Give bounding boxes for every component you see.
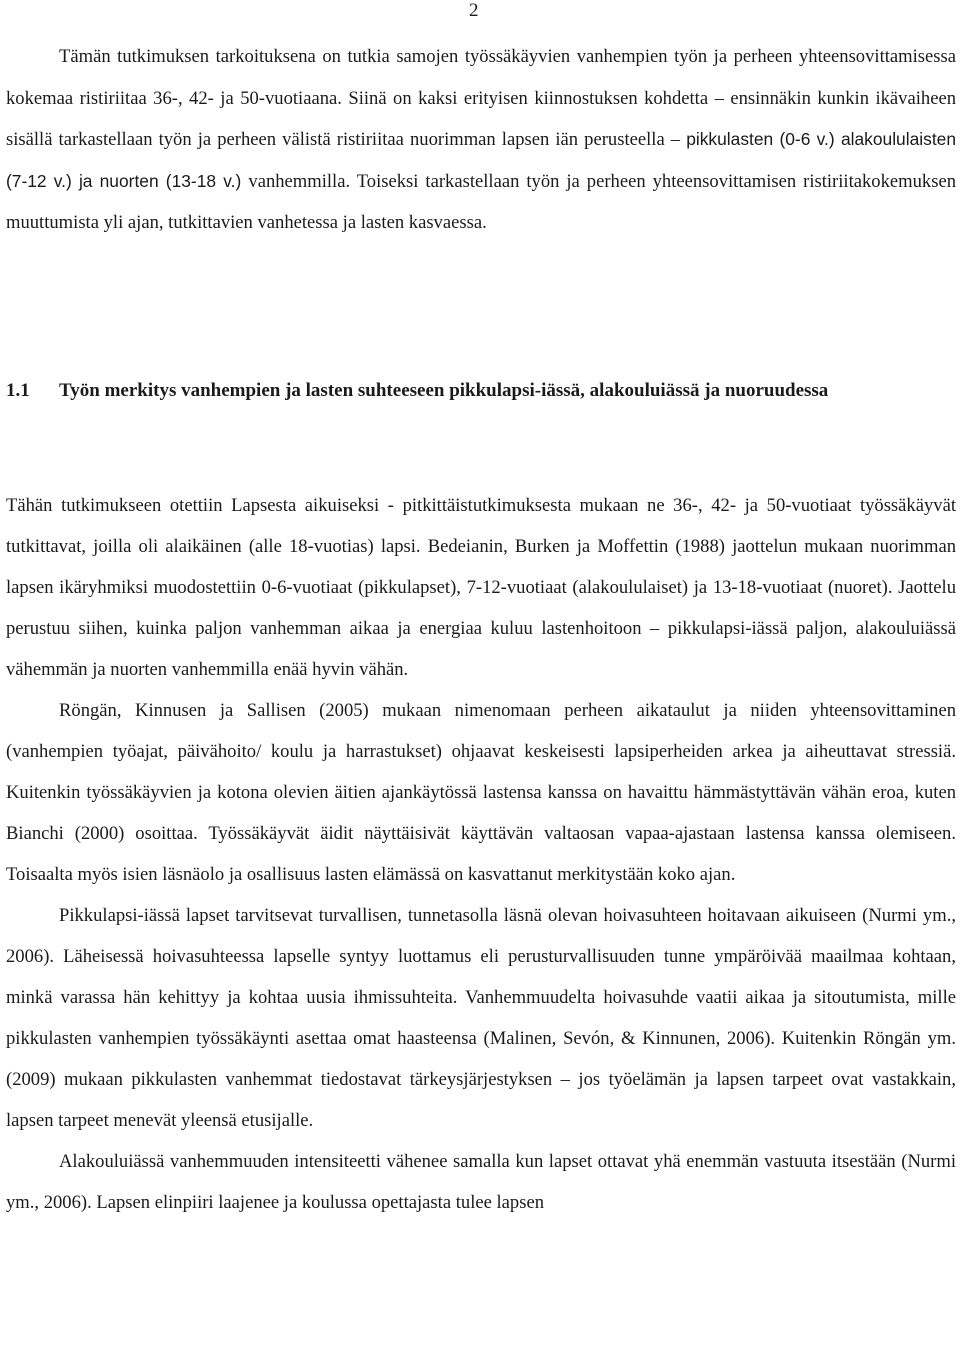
section-heading: [6, 369, 956, 412]
body-paragraph: Tähän tutkimukseen otettiin Lapsesta aikuiseksi - pitkittäistutkimuksesta mukaan ne 36-, 42- ja 50-vuotiaat työssäkäyvät tutkittavat, joilla oli alaikäinen (alle 18-vuotias) lapsi. Bedeianin, Burken ja Moffettin (1988) jaottelun mukaan nuorimman lapsen ikäryhmiksi muodostettiin 0-6-vuotiaat (pikkulapset), 7-12-vuotiaat (alakoululaiset) ja 13-18-vuotiaat (nuoret). Jaottelu perustuu siihen, kuinka paljon vanhemman aikaa ja energiaa kuluu lastenhoitoon – pikkulapsi-iässä paljon, alakouluiässä vähemmän ja nuorten vanhemmilla enää hyvin vähän.: [6, 495, 956, 680]
intro-text-part1: Tämän tutkimuksen tarkoituksena on tutkia samojen työssäkäyvien vanhempien työn ja perheen yhteensovittamisessa kokemaa ristiriitaa 36-, 42- ja 50-vuotiaana. Siinä on kaksi erityisen kiinnostuksen kohdetta – ensinnäkin kunkin ikävaiheen sisällä tarkastellaan työn ja perheen välistä ristiriitaa nuorimman lapsen iän perusteella –: [6, 46, 956, 150]
body-paragraph: Röngän, Kinnusen ja Sallisen (2005) mukaan nimenomaan perheen aikataulut ja niiden yhteensovittaminen (vanhempien työajat, päivähoito/ koulu ja harrastukset) ohjaavat keskeisesti lapsiperheiden arkea ja aiheuttavat stressiä. Kuitenkin työssäkäyvien ja kotona olevien äitien ajankäytössä lastensa kanssa on havaittu hämmästyttävän vähän eroa, kuten Bianchi (2000) osoittaa. Työssäkäyvät äidit näyttäisivät käyttävän valtaosan vapaa-ajastaan lastensa kanssa olemiseen. Toisaalta myös isien läsnäolo ja osallisuus lasten elämässä on kasvattanut merkitystään koko ajan.: [6, 700, 956, 885]
intro-text-part3: vanhemmilla. Toiseksi tarkastellaan työn ja perheen yhteensovittamisen ristiriitakokemuksen muuttumista yli ajan, tutkittavien vanhetessa ja lasten kasvaessa.: [6, 170, 956, 233]
body-paragraph: Pikkulapsi-iässä lapset tarvitsevat turvallisen, tunnetasolla läsnä olevan hoivasuhteen hoitavaan aikuiseen (Nurmi ym., 2006). Läheisessä hoivasuhteessa lapselle syntyy luottamus eli perusturvallisuuden tunne ympäröivää maailmaa kohtaan, minkä varassa hän kehittyy ja kohtaa uusia ihmissuhteita. Vanhemmuudelta hoivasuhde vaatii aikaa ja sitoutumista, mille pikkulasten vanhempien työssäkäynti asettaa omat haasteensa (Malinen, Sevón, & Kinnunen, 2006). Kuitenkin Röngän ym. (2009) mukaan pikkulasten vanhemmat tiedostavat tärkeysjärjestyksen – jos työelämän ja lapsen tarpeet ovat vastakkain, lapsen tarpeet menevät yleensä etusijalle.: [6, 905, 956, 1131]
section-number: 1.1: [6, 380, 30, 401]
intro-paragraph: [6, 36, 956, 244]
page-number: 2: [469, 0, 479, 21]
intro-text-age-groups: pikkulasten (0-6 v.) alakoululaisten (7-12 v.) ja nuorten (13-18 v.): [6, 129, 956, 191]
body-paragraph: Alakouluiässä vanhemmuuden intensiteetti vähenee samalla kun lapset ottavat yhä enemmän vastuuta itsestään (Nurmi ym., 2006). Lapsen elinpiiri laajenee ja koulussa opettajasta tulee lapsen: [6, 1151, 956, 1213]
body-text: [6, 485, 956, 1223]
section-title: Työn merkitys vanhempien ja lasten suhteeseen pikkulapsi-iässä, alakouluiässä ja nuoruudessa: [59, 380, 829, 401]
